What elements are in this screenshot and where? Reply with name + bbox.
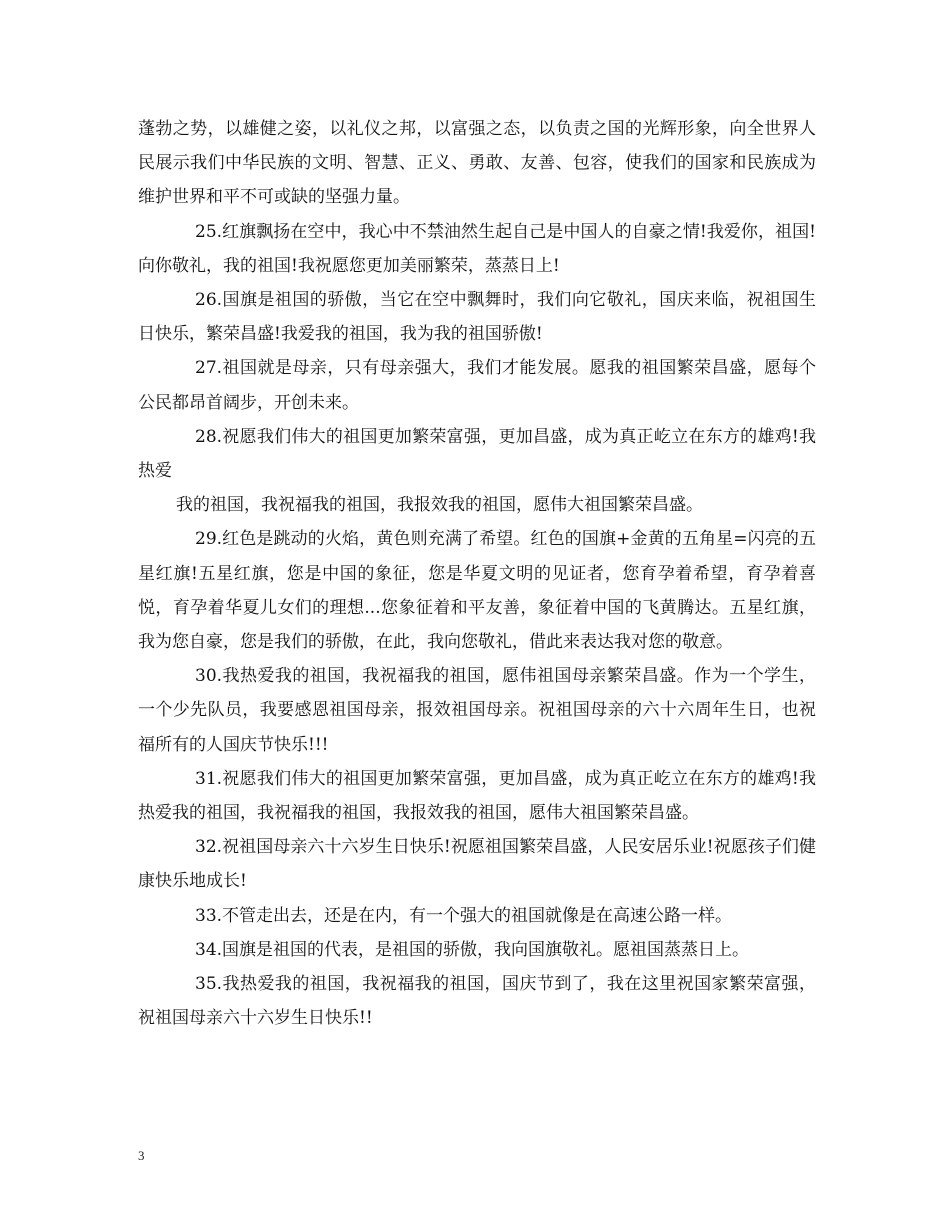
paragraph-item-28: 28.祝愿我们伟大的祖国更加繁荣富强，更加昌盛，成为真正屹立在东方的雄鸡!我热爱 xyxy=(138,426,816,482)
paragraph-item-34: 34.国旗是祖国的代表，是祖国的骄傲，我向国旗敬礼。愿祖国蒸蒸日上。 xyxy=(195,939,750,960)
paragraph-item-28-continued: 我的祖国，我祝福我的祖国，我报效我的祖国，愿伟大祖国繁荣昌盛。 xyxy=(176,495,703,516)
paragraph-item-30: 30.我热爱我的祖国，我祝福我的祖国，愿伟祖国母亲繁荣昌盛。作为一个学生，一个少先队员，我要感恩祖国母亲，报效祖国母亲。祝祖国母亲的六十六周年生日，也祝福所有的人国庆节快乐!!! xyxy=(138,666,816,755)
paragraph-item-33: 33.不管走出去，还是在内，有一个强大的祖国就像是在高速公路一样。 xyxy=(195,905,733,926)
paragraph-item-27: 27.祖国就是母亲，只有母亲强大，我们才能发展。愿我的祖国繁荣昌盛，愿每个公民都昂首阔步，开创未来。 xyxy=(138,358,816,413)
paragraph-item-35: 35.我热爱我的祖国，我祝福我的祖国，国庆节到了，我在这里祝国家繁荣富强，祝祖国母亲六十六岁生日快乐!! xyxy=(138,974,816,1029)
paragraph-item-32: 32.祝祖国母亲六十六岁生日快乐!祝愿祖国繁荣昌盛，人民安居乐业!祝愿孩子们健康快乐地成长! xyxy=(138,837,816,892)
page-number: 3 xyxy=(138,1148,145,1163)
paragraph-item-26: 26.国旗是祖国的骄傲，当它在空中飘舞时，我们向它敬礼，国庆来临，祝祖国生日快乐，繁荣昌盛!我爱我的祖国，我为我的祖国骄傲! xyxy=(138,290,816,345)
document-body xyxy=(138,112,816,1035)
paragraph-item-31: 31.祝愿我们伟大的祖国更加繁荣富强，更加昌盛，成为真正屹立在东方的雄鸡!我热爱我的祖国，我祝福我的祖国，我报效我的祖国，愿伟大祖国繁荣昌盛。 xyxy=(138,768,816,824)
paragraph-continuation: 蓬勃之势，以雄健之姿，以礼仪之邦，以富强之态，以负责之国的光辉形象，向全世界人民展示我们中华民族的文明、智慧、正义、勇敢、友善、包容，使我们的国家和民族成为维护世界和平不可或缺的坚强力量。 xyxy=(138,119,816,208)
paragraph-item-25: 25.红旗飘扬在空中，我心中不禁油然生起自己是中国人的自豪之情!我爱你，祖国!向你敬礼，我的祖国!我祝愿您更加美丽繁荣，蒸蒸日上! xyxy=(138,221,816,276)
paragraph-item-29: 29.红色是跳动的火焰，黄色则充满了希望。红色的国旗+金黄的五角星=闪亮的五星红旗!五星红旗，您是中国的象征，您是华夏文明的见证者，您育孕着希望，育孕着喜悦，育孕着华夏儿女们的理想...您象征着和平友善，象征着中国的飞黄腾达。五星红旗，我为您自豪，您是我们的骄傲，在此，我向您敬礼，借此来表达我对您的敬意。 xyxy=(138,529,816,653)
